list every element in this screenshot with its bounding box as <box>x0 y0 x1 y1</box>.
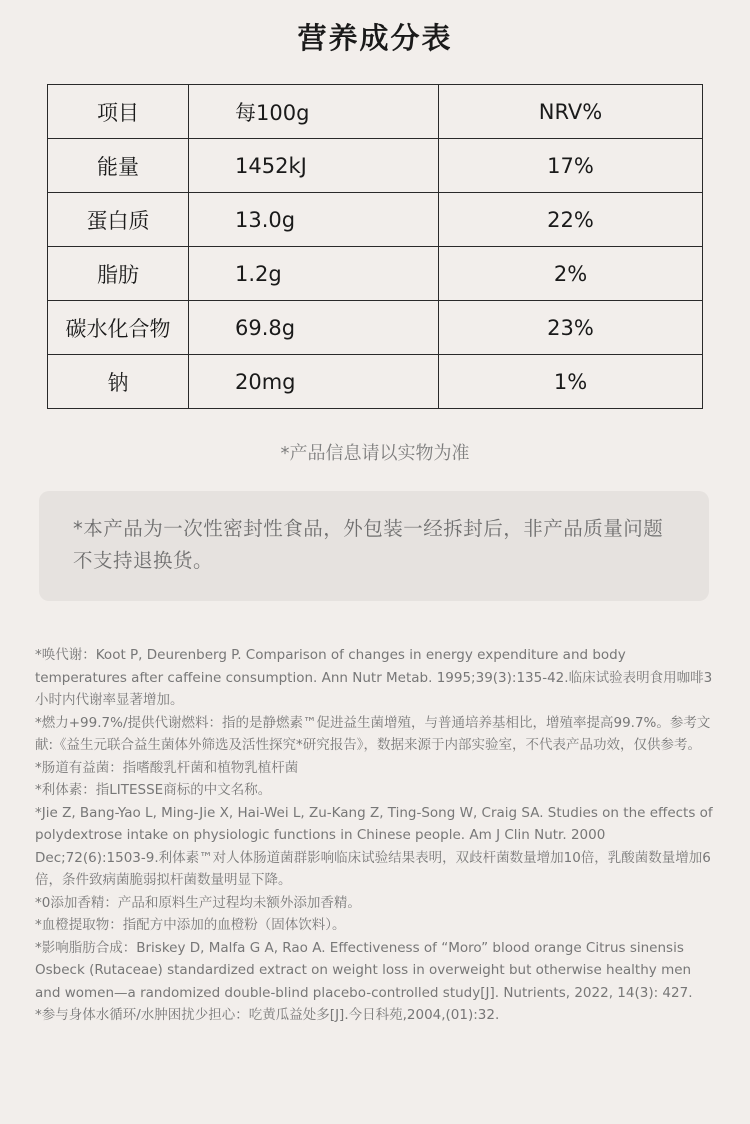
footnote: *Jie Z, Bang-Yao L, Ming-Jie X, Hai-Wei L, Zu-Kang Z, Ting-Song W, Craig SA. Studies on the effects of polydextrose intake on physiologic functions in Chinese people. Am J Clin Nutr. 2000 Dec;72(6):1503-9.利体素™对人体肠道菌群影响临床试验结果表明，双歧杆菌数量增加10倍，乳酸菌数量增加6倍，条件致病菌脆弱拟杆菌数量明显下降。 <box>35 804 713 888</box>
table-row <box>48 301 703 355</box>
footnote: *血橙提取物：指配方中添加的血橙粉（固体饮料）。 <box>35 917 346 933</box>
header-nrv: NRV% <box>439 85 703 139</box>
nutrition-table <box>47 84 703 409</box>
footnote: *唤代谢：Koot P, Deurenberg P. Comparison of changes in energy expenditure and body temperatures after caffeine consumption. Ann Nutr Metab. 1995;39(3):135-42.临床试验表明食用咖啡3小时内代谢率显著增加。 <box>35 647 713 708</box>
nutrient-name: 蛋白质 <box>48 193 189 247</box>
nutrient-amount: 1.2g <box>189 247 439 301</box>
notice-box <box>39 491 709 601</box>
nutrient-amount: 69.8g <box>189 301 439 355</box>
nutrient-name: 脂肪 <box>48 247 189 301</box>
footnote: *0添加香精：产品和原料生产过程均未额外添加香精。 <box>35 894 361 911</box>
nutrient-nrv: 22% <box>439 193 703 247</box>
table-row <box>48 247 703 301</box>
notice-text: *本产品为一次性密封性食品，外包装一经拆封后，非产品质量问题不支持退换货。 <box>73 517 664 572</box>
footnote: *利体素：指LITESSE商标的中文名称。 <box>35 782 272 798</box>
table-row <box>48 355 703 409</box>
nutrient-amount: 20mg <box>189 355 439 409</box>
header-per-100g: 每100g <box>189 85 439 139</box>
footnote: *燃力+99.7%/提供代谢燃料：指的是静燃素™促进益生菌增殖，与普通培养基相比，增殖率提高99.7%。参考文献:《益生元联合益生菌体外筛选及活性探究*研究报告》，数据来源于内部实验室，不代表产品功效，仅供参考。 <box>35 714 711 753</box>
footnote: *影响脂肪合成：Briskey D, Malfa G A, Rao A. Effectiveness of “Moro” blood orange Citrus sinensis Osbeck (Rutaceae) standardized extract on weight loss in overweight but otherwise healthy men and women—a randomized double-blind placebo-controlled study[J]. Nutrients, 2022, 14(3): 427. <box>35 939 693 1001</box>
footnotes <box>35 644 715 1027</box>
table-row <box>48 139 703 193</box>
page-title: 营养成分表 <box>297 21 453 55</box>
footnote: *参与身体水循环/水肿困扰少担心：吃黄瓜益处多[J].今日科苑,2004,(01):32. <box>35 1007 500 1023</box>
nutrient-nrv: 2% <box>439 247 703 301</box>
nutrient-amount: 13.0g <box>189 193 439 247</box>
nutrient-nrv: 23% <box>439 301 703 355</box>
nutrient-nrv: 1% <box>439 355 703 409</box>
header-item: 项目 <box>48 85 189 139</box>
nutrient-name: 钠 <box>48 355 189 409</box>
table-header-row <box>48 85 703 139</box>
nutrient-name: 碳水化合物 <box>48 301 189 355</box>
table-note: *产品信息请以实物为准 <box>280 443 470 464</box>
nutrient-nrv: 17% <box>439 139 703 193</box>
table-row <box>48 193 703 247</box>
nutrient-amount: 1452kJ <box>189 139 439 193</box>
nutrient-name: 能量 <box>48 139 189 193</box>
footnote: *肠道有益菌：指嗜酸乳杆菌和植物乳植杆菌 <box>35 759 299 776</box>
